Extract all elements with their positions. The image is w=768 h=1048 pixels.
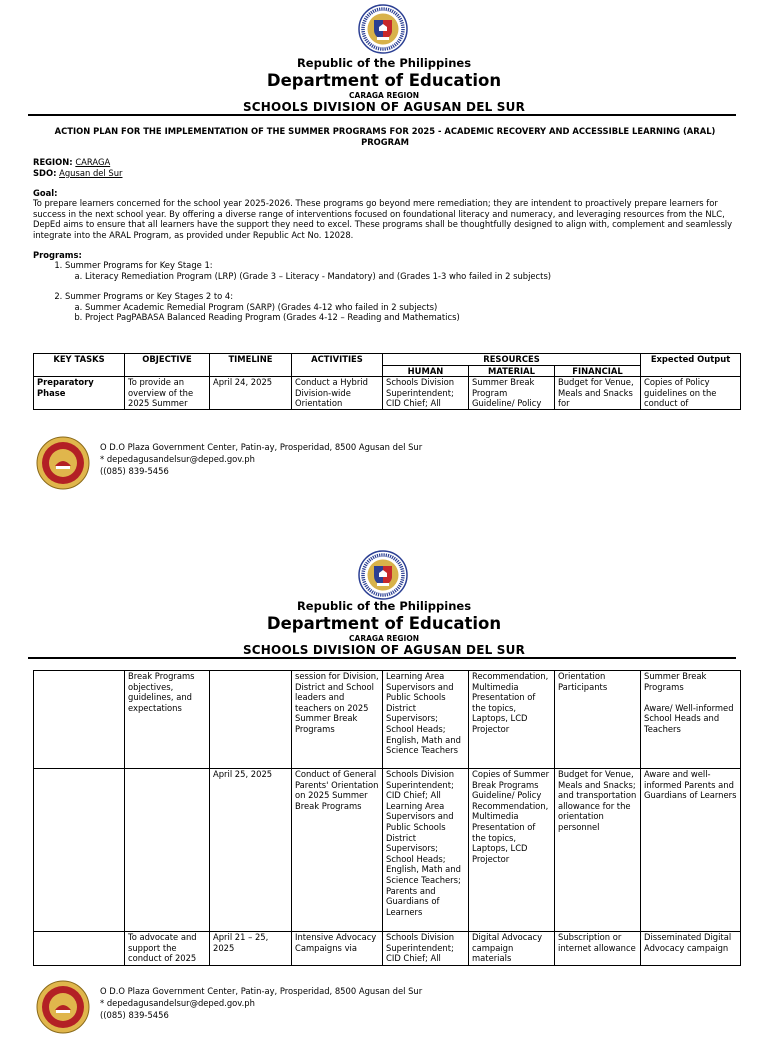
col-activities: ACTIVITIES xyxy=(292,354,383,377)
cell-activities: session for Division, District and School leaders and teachers on 2025 Summer Break Programs xyxy=(292,671,383,769)
letterhead xyxy=(0,56,768,115)
footer-address: O D.O Plaza Government Center, Patin-ay, Prosperidad, 8500 Agusan del Sur xyxy=(100,442,423,452)
region-heading: CARAGA REGION xyxy=(349,91,419,100)
cell-objective: To provide an overview of the 2025 Summer xyxy=(125,377,210,410)
page-footer xyxy=(36,980,456,1048)
table-header-row xyxy=(34,354,741,366)
col-timeline: TIMELINE xyxy=(210,354,292,377)
table-row xyxy=(34,671,741,769)
goal-text: To prepare learners concerned for the school year 2025-2026. These programs go beyond mere remediation; they are intendent to proactively prepare learners for success in the next school year. By offering a diverse range of interventions focused on foundational literacy and numeracy, and leveraging resources from the NLC, DepEd aims to ensure that all learners have the support they need to excel. These programs shall be thoughtfully designed to align with, complement and seamlessly integrate into the ARAL Program, as provided under Republic Act No. 12028. xyxy=(33,198,733,240)
cell-material: Digital Advocacy campaign materials xyxy=(469,932,555,966)
region-line: REGION: CARAGA xyxy=(33,157,111,168)
program-subitem: a. Literacy Remediation Program (LRP) (Grade 3 – Literacy - Mandatory) and (Grades 1-3 who failed in 2 subjects) xyxy=(85,271,737,281)
deped-seal-icon xyxy=(358,4,408,54)
cell-key-task xyxy=(34,932,125,966)
footer-phone: ((085) 839-5456 xyxy=(100,1009,169,1020)
cell-objective xyxy=(125,769,210,932)
col-key-tasks: KEY TASKS xyxy=(34,354,125,377)
cell-activities: Conduct a Hybrid Division-wide Orientation xyxy=(292,377,383,410)
footer-email: * depedagusandelsur@deped.gov.ph xyxy=(100,997,255,1008)
footer-address: O D.O Plaza Government Center, Patin-ay, Prosperidad, 8500 Agusan del Sur xyxy=(100,986,423,996)
cell-activities: Conduct of General Parents' Orientation on 2025 Summer Break Programs xyxy=(292,769,383,932)
department-heading: Department of Education xyxy=(266,614,502,633)
cell-human: Learning Area Supervisors and Public Schools District Supervisors; School Heads; English, Math and Science Teachers xyxy=(383,671,469,769)
cell-output: Aware and well-informed Parents and Guardians of Learners xyxy=(641,769,741,932)
table-row xyxy=(34,932,741,966)
programs-label: Programs: xyxy=(33,250,82,261)
cell-timeline: April 25, 2025 xyxy=(210,769,292,932)
cell-activities: Intensive Advocacy Campaigns via xyxy=(292,932,383,966)
cell-objective: To advocate and support the conduct of 2025 xyxy=(125,932,210,966)
table-row xyxy=(34,377,741,410)
page-footer xyxy=(36,436,456,504)
cell-financial: Subscription or internet allowance xyxy=(555,932,641,966)
col-expected-output: Expected Output xyxy=(641,354,741,377)
sdo-line: SDO: Agusan del Sur xyxy=(33,167,123,178)
deped-seal-icon xyxy=(358,550,408,600)
division-logo-icon xyxy=(36,436,90,490)
table-row xyxy=(34,769,741,932)
col-objective: OBJECTIVE xyxy=(125,354,210,377)
division-logo-icon xyxy=(36,980,90,1034)
header-rule xyxy=(28,114,736,116)
goal-label: Goal: xyxy=(33,188,58,198)
cell-human: Schools Division Superintendent; CID Chief; All Learning Area Supervisors and Public Schools District Supervisors; School Heads; English, Math and Science Teachers; Parents and Guardians of Learners xyxy=(383,769,469,932)
republic-heading: Republic of the Philippines xyxy=(296,56,472,70)
program-subitem: a. Summer Academic Remedial Program (SARP) (Grades 4-12 who failed in 2 subjects) xyxy=(85,302,737,312)
cell-material: Summer Break Program Guideline/ Policy xyxy=(469,377,555,410)
document-page-2 xyxy=(0,544,768,1024)
col-human: HUMAN xyxy=(383,365,469,377)
region-value: CARAGA xyxy=(75,157,111,168)
cell-financial: Budget for Venue, Meals and Snacks; and transportation allowance for the orientation personnel xyxy=(555,769,641,932)
col-material: MATERIAL xyxy=(469,365,555,377)
cell-timeline xyxy=(210,671,292,769)
program-item: 2. Summer Programs or Key Stages 2 to 4: a. Summer Academic Remedial Program (SARP) (Grades 4-12 who failed in 2 subjects) b. Project PagPABASA Balanced Reading Program (Grades 4-12 – Reading and Mathematics) xyxy=(65,291,737,322)
cell-material: Recommendation, Multimedia Presentation of the topics, Laptops, LCD Projector xyxy=(469,671,555,769)
programs-list xyxy=(33,260,737,322)
cell-material: Copies of Summer Break Programs Guideline/ Policy Recommendation, Multimedia Presentation of the topics, Laptops, LCD Projector xyxy=(469,769,555,932)
header-rule xyxy=(28,657,736,659)
action-plan-table-continued xyxy=(33,670,741,966)
cell-financial: Budget for Venue, Meals and Snacks for xyxy=(555,377,641,410)
cell-objective: Break Programs objectives, guidelines, and expectations xyxy=(125,671,210,769)
cell-timeline: April 21 – 25, 2025 xyxy=(210,932,292,966)
republic-heading: Republic of the Philippines xyxy=(296,599,472,613)
program-subitem: b. Project PagPABASA Balanced Reading Program (Grades 4-12 – Reading and Mathematics) xyxy=(85,312,737,322)
footer-phone: ((085) 839-5456 xyxy=(100,465,169,476)
action-plan-table xyxy=(33,353,741,410)
cell-output: Copies of Policy guidelines on the conduct of xyxy=(641,377,741,410)
division-heading: SCHOOLS DIVISION OF AGUSAN DEL SUR xyxy=(242,643,526,657)
region-heading: CARAGA REGION xyxy=(349,634,419,643)
cell-financial: Orientation Participants xyxy=(555,671,641,769)
footer-email: * depedagusandelsur@deped.gov.ph xyxy=(100,453,255,464)
division-heading: SCHOOLS DIVISION OF AGUSAN DEL SUR xyxy=(242,100,526,114)
col-resources: RESOURCES xyxy=(383,354,641,366)
cell-human: Schools Division Superintendent; CID Chief; All xyxy=(383,377,469,410)
cell-timeline: April 24, 2025 xyxy=(210,377,292,410)
plan-body xyxy=(33,126,737,322)
cell-key-task xyxy=(34,769,125,932)
col-financial: FINANCIAL xyxy=(555,365,641,377)
cell-output: Summer Break Programs Aware/ Well-informed School Heads and Teachers xyxy=(641,671,741,769)
plan-title: ACTION PLAN FOR THE IMPLEMENTATION OF THE SUMMER PROGRAMS FOR 2025 - ACADEMIC RECOVERY AND ACCESSIBLE LEARNING (ARAL) PROGRAM xyxy=(54,126,716,147)
cell-key-task: Preparatory Phase xyxy=(34,377,125,410)
program-item: 1. Summer Programs for Key Stage 1: a. Literacy Remediation Program (LRP) (Grade 3 – Literacy - Mandatory) and (Grades 1-3 who failed in 2 subjects) xyxy=(65,260,737,281)
cell-output: Disseminated Digital Advocacy campaign xyxy=(641,932,741,966)
cell-key-task xyxy=(34,671,125,769)
footer-contact xyxy=(100,986,422,1021)
footer-contact xyxy=(100,442,422,477)
department-heading: Department of Education xyxy=(266,71,502,90)
cell-human: Schools Division Superintendent; CID Chief; All xyxy=(383,932,469,966)
sdo-value: Agusan del Sur xyxy=(59,167,123,178)
letterhead xyxy=(0,599,768,658)
